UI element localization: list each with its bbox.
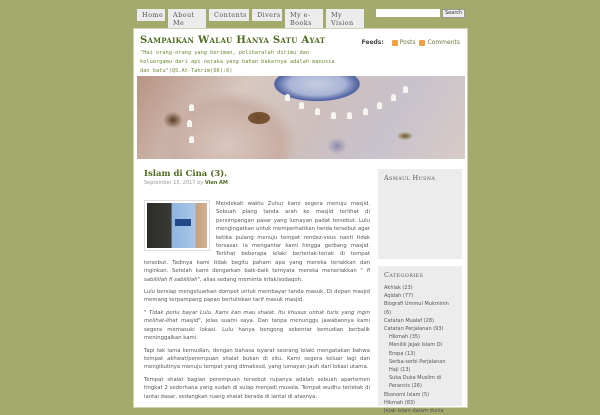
site-tagline: "Hai orang-orang yang beriman, peliharalah dirimu dan keluargamu dari api neraka yang bahan bakarnya adalah manusia dan batu"(QS.At-Tahrim(66):6)	[140, 50, 335, 74]
post-title[interactable]: Islam di Cina (3).	[144, 169, 228, 179]
post-body	[144, 200, 370, 401]
site-title[interactable]: Sampaikan Walau Hanya Satu Ayat	[140, 35, 326, 46]
feeds-label: Feeds:	[361, 39, 384, 46]
post-paragraph: Tapi tak lama kemudian, dengan bahasa isyarat seorang lelaki mengatakan bahwa tempat akhwat/perempuan shalat bukan di situ. Kami segera keluar lagi dan mengikutinya menuju tempat yang dimaksud, yang lumayan jauh dari lokasi utama.	[144, 347, 370, 371]
category-link[interactable]: Ekonomi Islam (5)	[384, 391, 430, 398]
rss-icon	[392, 40, 398, 46]
category-link[interactable]: Biografi Ummul Mukminin (6)	[384, 301, 449, 316]
category-link[interactable]: Hikmah (83)	[384, 399, 416, 406]
search-form	[376, 9, 465, 18]
main-navigation	[137, 9, 364, 28]
categories-widget	[378, 266, 462, 415]
comments-feed-link[interactable]	[419, 39, 460, 46]
feeds	[362, 39, 460, 46]
tab-about-me[interactable]: About Me	[168, 9, 206, 28]
tab-contents[interactable]: Contents	[209, 9, 249, 21]
search-button[interactable]: Search	[442, 9, 465, 18]
tab-divers[interactable]: Divers	[252, 9, 282, 21]
category-link[interactable]: Hikmah (35)	[389, 334, 421, 341]
blog-post	[144, 169, 370, 405]
tab-my-vision[interactable]: My Vision	[326, 9, 364, 28]
category-link[interactable]: Suka Duka Muslim di Perancis (26)	[389, 375, 442, 390]
category-link[interactable]: Menilik Jejak Islam Di Eropa (13)	[389, 342, 442, 357]
sidebar	[378, 169, 462, 415]
post-author[interactable]: Vien AM	[204, 180, 228, 186]
widget-title: Categories	[384, 271, 424, 279]
tab-my-ebooks[interactable]: My e-Books	[285, 9, 323, 28]
post-paragraph: " Tidak perlu bayar Lulu. Kami kan mau shalat. Itu khusus untuk turis yang ingin melihat-lihat masjid", jelas suami saya. Dan tanpa menunggu jawabannya kami segera memasuki lokasi. Lulu hanya bengong sebentar kemudian berbalik meninggalkan kami.	[144, 309, 370, 342]
category-link[interactable]: Aqidah (77)	[384, 293, 414, 300]
search-input[interactable]	[376, 9, 440, 17]
asmaul-husna-widget	[378, 169, 462, 259]
rss-icon	[419, 40, 425, 46]
street-sign-photo	[147, 203, 207, 248]
category-link[interactable]: Catatan Mualaf (28)	[384, 317, 434, 324]
tab-home[interactable]: Home	[137, 9, 165, 21]
category-link[interactable]: Serba-serbi Perjalanan Haji (13)	[389, 358, 446, 374]
widget-title: Asmaul Husna	[384, 174, 436, 182]
category-link[interactable]: Jejak Islam dalam dunia	[384, 408, 444, 415]
header-banner-image	[137, 76, 465, 159]
post-paragraph: Tempat shalat bagian perempuan tersebut rupanya adalah sebuah apartemen tingkat 2 sederhana yang sudah di sulap menjadi musola. Tempat wudhu terletak di lantai dasar, sedangkan ruang shalat berada di lantai di atasnya.	[144, 376, 370, 400]
post-meta	[144, 180, 370, 186]
posts-feed-link[interactable]	[392, 39, 416, 46]
post-paragraph: Mendekati waktu Zuhur kami segera menuju masjid. Sebuah plang tanda arah ke masjid terlihat di persimpangan pasar yang lumayan padat tersebut. Lulu mengingatkan untuk memperhatikan tanda tersebut agar ketika pulang menuju tempat rendez-vous nanti tidak tersasar. Ia mengantar kami hingga gerbang masjid. Terlihat beberapa lelaki berteriak-teriak di tempat tersebut. Tadinya kami tidak begitu paham apa yang mereka teriakkan dan inginkan. Setelah kami dengarkan baik-baik ternyata mereka meneriakkan " fi sabilillah fi sabilillah", alias sedang meminta infak/sodaqoh.	[144, 201, 370, 283]
posts-feed-label: Posts	[399, 39, 416, 46]
category-link[interactable]: Akhlak (23)	[384, 285, 413, 291]
category-list	[384, 284, 456, 415]
post-paragraph: Lulu bersiap mengeluarkan dompet untuk membayar tanda masuk. Di depan masjid memang terpampang papan bertuliskan tarif masuk masjid.	[144, 289, 370, 304]
post-by: by	[197, 180, 204, 186]
category-link[interactable]: Catatan Perjalanan (93)	[384, 326, 444, 333]
page-container	[133, 28, 468, 415]
post-image[interactable]	[144, 200, 210, 251]
site-header	[140, 35, 464, 77]
comments-feed-label: Comments	[427, 39, 460, 46]
post-date: September 15, 2017	[144, 180, 196, 186]
